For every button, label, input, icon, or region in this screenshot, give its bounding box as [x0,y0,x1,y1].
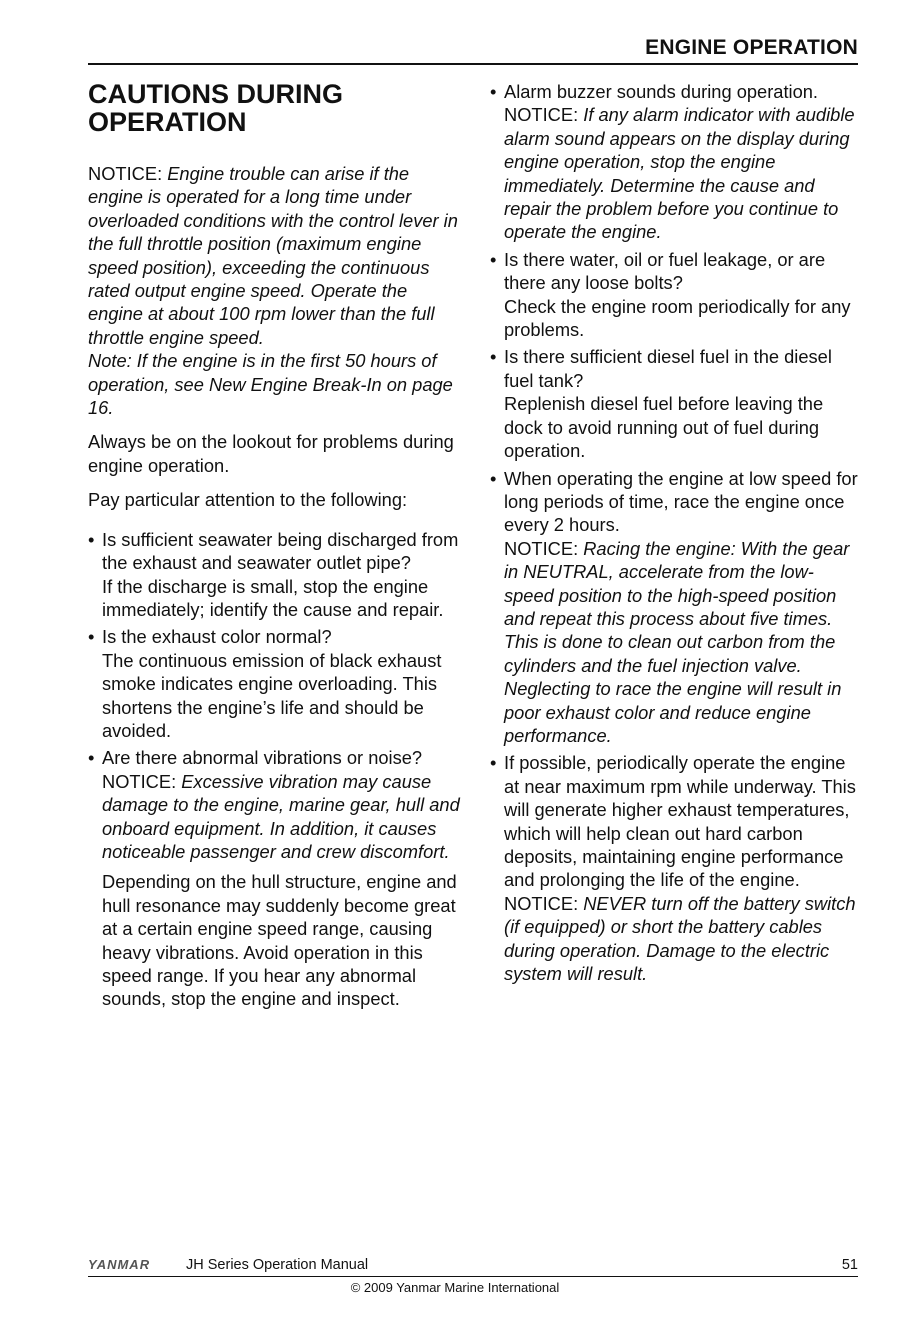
intro-paragraph-2: Pay particular attention to the following: [88,489,408,511]
list-item [490,80,862,244]
item-answer: The continuous emission of black exhaust smoke indicates engine overloading. This shortens the engine’s life and should be avoided. [102,649,442,741]
notice-label: NOTICE: [102,770,182,792]
notice-text: NEVER turn off the battery switch (if equipped) or short the battery cables during operation. Damage to the electric system will result. [504,892,856,985]
item-answer: Check the engine room periodically for any problems. [504,295,851,341]
right-bullet-list [490,80,862,985]
list-item [490,467,862,748]
section-title: CAUTIONS DURING OPERATION [88,79,343,137]
item-answer: Depending on the hull structure, engine and hull resonance may suddenly become great at a certain engine speed range, causing heavy vibrations. Avoid operation in this speed range. If you hear any abnormal sounds, stop the engine and inspect. [102,871,457,1010]
left-column [88,80,462,1015]
notice-text: Racing the engine: With the gear in NEUTRAL, accelerate from the low-speed position to the high-speed position and repeat this process about five times. This is done to clean out carbon from the cylinders and the fuel injection valve. Neglecting to race the engine will result in poor exhaust color and reduce engine performance. [504,537,850,746]
notice-text: Excessive vibration may cause damage to the engine, marine gear, hull and onboard equipment. In addition, it causes noticeable passenger and crew discomfort. [102,770,460,862]
notice-text: Engine trouble can arise if the engine is operated for a long time under overloaded conditions with the control lever in the full throttle position (maximum engine speed position), exceeding the continuous rated output engine speed. Operate the engine at about 100 rpm lower than the full throttle engine speed. [88,163,458,348]
yanmar-logo: YANMAR [88,1257,151,1272]
list-item [88,528,462,622]
list-item [88,746,462,1010]
page-number: 51 [841,1257,858,1273]
item-answer: Replenish diesel fuel before leaving the dock to avoid running out of fuel during operation. [504,393,824,462]
item-question: Are there abnormal vibrations or noise? [102,747,423,769]
intro-paragraph-1: Always be on the lookout for problems during engine operation. [88,431,454,476]
running-header: ENGINE OPERATION [645,36,858,59]
right-column [490,80,862,989]
item-notice [504,103,862,243]
copyright: © 2009 Yanmar Marine International [350,1280,560,1295]
list-item [490,751,862,985]
item-question: Is there sufficient diesel fuel in the diesel fuel tank? [504,346,832,391]
list-item [490,248,862,342]
notice-text: If any alarm indicator with audible alarm sound appears on the display during engine operation, stop the engine immediately. Determine the cause and repair the problem before you continue to operate the engine. [504,104,855,243]
item-notice [504,537,862,748]
notice-label: NOTICE: [504,537,584,559]
notice-label: NOTICE: [504,104,584,126]
item-notice [102,770,462,864]
item-question: When operating the engine at low speed for long periods of time, race the engine once every 2 hours. [504,467,858,536]
manual-title: JH Series Operation Manual [186,1257,369,1273]
item-question: Is sufficient seawater being discharged from the exhaust and seawater outlet pipe? [102,528,459,574]
notice-label: NOTICE: [504,892,584,914]
list-item [88,625,462,742]
intro-notice [88,162,462,419]
note-text: Note: If the engine is in the first 50 hours of operation, see New Engine Break-In on page 16. [88,350,453,419]
item-question: Alarm buzzer sounds during operation. [504,81,819,102]
footer-rule [88,1276,858,1277]
item-answer: If the discharge is small, stop the engine immediately; identify the cause and repair. [102,575,444,620]
notice-label: NOTICE: [88,163,168,184]
left-bullet-list [88,528,462,1011]
item-question: Is there water, oil or fuel leakage, or are there any loose bolts? [504,248,826,294]
header-rule [88,63,858,65]
item-question: If possible, periodically operate the engine at near maximum rpm while underway. This will generate higher exhaust temperatures, which will help clean out hard carbon deposits, maintaining engine performance and prolonging the life of the engine. [504,752,856,891]
item-question: Is the exhaust color normal? [102,626,332,648]
list-item [490,345,862,462]
